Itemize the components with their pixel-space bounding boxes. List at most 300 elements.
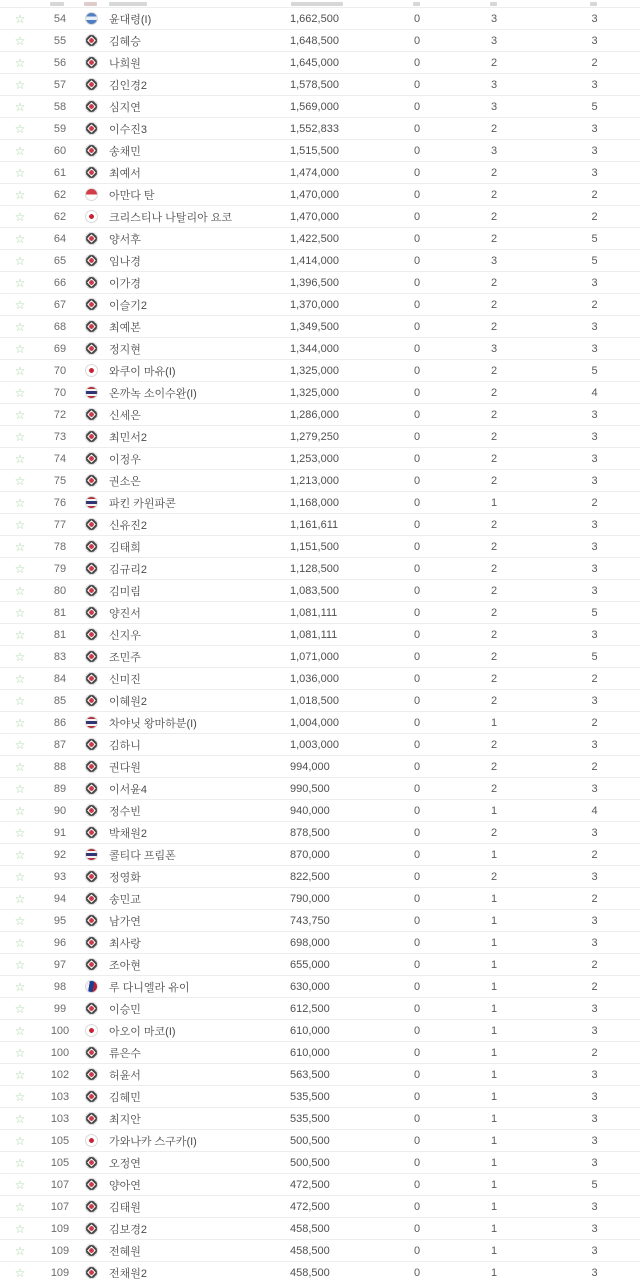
favorite-star-icon[interactable]: ☆ <box>14 121 26 136</box>
rank-cell: 66 <box>53 276 67 289</box>
player-name: 김미림 <box>109 585 141 598</box>
table-row[interactable] <box>0 888 640 910</box>
stat-col-2: 1 <box>490 1178 498 1191</box>
favorite-star-icon[interactable]: ☆ <box>14 649 26 664</box>
player-name: 콜티다 프림폰 <box>109 849 176 862</box>
table-row[interactable] <box>0 998 640 1020</box>
stat-col-2: 1 <box>490 1134 498 1147</box>
country-flag-icon <box>85 320 98 333</box>
rank-cell: 54 <box>53 12 67 25</box>
favorite-star-icon[interactable]: ☆ <box>14 297 26 312</box>
table-row[interactable] <box>0 800 640 822</box>
country-flag-icon <box>85 56 98 69</box>
stat-col-3: 3 <box>591 122 598 135</box>
player-name: 임나경 <box>109 255 141 268</box>
country-flag-icon <box>85 496 98 509</box>
table-row[interactable] <box>0 1196 640 1218</box>
player-name: 류은수 <box>109 1047 141 1060</box>
favorite-star-icon[interactable]: ☆ <box>14 1067 26 1082</box>
country-flag-icon <box>85 1200 98 1213</box>
stat-col-2: 2 <box>490 320 498 333</box>
favorite-star-icon[interactable]: ☆ <box>14 1001 26 1016</box>
rank-cell: 81 <box>53 606 67 619</box>
player-name: 이가경 <box>109 277 141 290</box>
stat-col-3: 3 <box>591 826 598 839</box>
prize-money: 1,151,500 <box>290 540 339 553</box>
favorite-star-icon[interactable]: ☆ <box>14 209 26 224</box>
player-name: 오정연 <box>109 1157 141 1170</box>
rank-cell: 92 <box>53 848 67 861</box>
prize-money: 1,081,111 <box>290 628 338 641</box>
country-flag-icon <box>85 672 98 685</box>
table-row-partial <box>0 0 640 8</box>
favorite-star-icon[interactable]: ☆ <box>14 1045 26 1060</box>
prize-money: 500,500 <box>290 1134 330 1147</box>
favorite-star-icon[interactable]: ☆ <box>14 77 26 92</box>
stat-col-1: 0 <box>413 1002 421 1015</box>
country-flag-icon <box>85 298 98 311</box>
table-row[interactable] <box>0 184 640 206</box>
table-row[interactable] <box>0 756 640 778</box>
stat-col-1: 0 <box>413 1178 421 1191</box>
favorite-star-icon[interactable]: ☆ <box>14 979 26 994</box>
table-row[interactable] <box>0 624 640 646</box>
favorite-star-icon[interactable]: ☆ <box>14 825 26 840</box>
player-name: 전채원2 <box>109 1267 147 1280</box>
prize-money: 870,000 <box>290 848 330 861</box>
stat-col-1: 0 <box>413 826 421 839</box>
stat-col-1: 0 <box>413 892 421 905</box>
stat-col-2: 3 <box>490 254 498 267</box>
stat-col-3: 2 <box>591 892 598 905</box>
stat-col-2: 2 <box>490 276 498 289</box>
player-name: 조민주 <box>109 651 141 664</box>
country-flag-icon <box>85 562 98 575</box>
player-name: 정영화 <box>109 871 141 884</box>
stat-col-3: 3 <box>591 628 598 641</box>
rank-cell: 89 <box>53 782 67 795</box>
table-row[interactable] <box>0 778 640 800</box>
stat-col-2: 2 <box>490 562 498 575</box>
table-row[interactable] <box>0 1086 640 1108</box>
rank-cell: 109 <box>50 1244 70 1257</box>
table-row[interactable] <box>0 162 640 184</box>
table-row[interactable] <box>0 866 640 888</box>
rank-cell: 93 <box>53 870 67 883</box>
stat-col-2: 1 <box>490 1112 498 1125</box>
stat-col-2: 3 <box>490 342 498 355</box>
country-flag-icon <box>85 738 98 751</box>
country-flag-icon <box>85 518 98 531</box>
favorite-star-icon[interactable]: ☆ <box>14 847 26 862</box>
table-row[interactable] <box>0 602 640 624</box>
table-row[interactable] <box>0 1174 640 1196</box>
table-row[interactable] <box>0 822 640 844</box>
table-row[interactable] <box>0 74 640 96</box>
prize-money: 878,500 <box>290 826 330 839</box>
table-row[interactable] <box>0 1262 640 1280</box>
favorite-star-icon[interactable]: ☆ <box>14 187 26 202</box>
favorite-star-icon[interactable]: ☆ <box>14 429 26 444</box>
stat-col-3: 3 <box>591 144 598 157</box>
table-row[interactable] <box>0 910 640 932</box>
stat-col-1: 0 <box>413 122 421 135</box>
stat-col-1: 0 <box>413 254 421 267</box>
table-row[interactable] <box>0 470 640 492</box>
favorite-star-icon[interactable]: ☆ <box>14 55 26 70</box>
rank-cell: 84 <box>53 672 67 685</box>
stat-col-2: 1 <box>490 1002 498 1015</box>
stat-col-3: 3 <box>591 12 598 25</box>
table-row[interactable] <box>0 646 640 668</box>
player-name: 양아연 <box>109 1179 141 1192</box>
stat-col-1: 0 <box>413 914 421 927</box>
player-name: 온까녹 소이수완(I) <box>109 387 197 400</box>
stat-col-3: 3 <box>591 540 598 553</box>
stat-col-2: 2 <box>490 298 498 311</box>
country-flag-icon <box>85 474 98 487</box>
favorite-star-icon[interactable]: ☆ <box>14 759 26 774</box>
favorite-star-icon[interactable]: ☆ <box>14 341 26 356</box>
table-row[interactable] <box>0 1218 640 1240</box>
player-name: 양진서 <box>109 607 141 620</box>
table-row[interactable] <box>0 844 640 866</box>
favorite-star-icon[interactable]: ☆ <box>14 407 26 422</box>
table-row[interactable] <box>0 580 640 602</box>
stat-col-3: 3 <box>591 1222 598 1235</box>
table-row[interactable] <box>0 338 640 360</box>
stat-col-1: 0 <box>413 738 421 751</box>
stat-col-3: 3 <box>591 1002 598 1015</box>
favorite-star-icon[interactable]: ☆ <box>14 11 26 26</box>
prize-money: 1,081,111 <box>290 606 338 619</box>
favorite-star-icon[interactable]: ☆ <box>14 1111 26 1126</box>
stat-col-1: 0 <box>413 1046 421 1059</box>
favorite-star-icon[interactable]: ☆ <box>14 605 26 620</box>
table-row[interactable] <box>0 558 640 580</box>
rank-cell: 78 <box>53 540 67 553</box>
country-flag-icon <box>85 12 98 25</box>
favorite-star-icon[interactable]: ☆ <box>14 957 26 972</box>
rank-cell: 109 <box>50 1266 70 1279</box>
favorite-star-icon[interactable]: ☆ <box>14 627 26 642</box>
player-name: 김하니 <box>109 739 141 752</box>
table-row[interactable] <box>0 932 640 954</box>
stat-col-3: 5 <box>591 232 598 245</box>
stat-col-2: 1 <box>490 914 498 927</box>
favorite-star-icon[interactable]: ☆ <box>14 561 26 576</box>
favorite-star-icon[interactable]: ☆ <box>14 231 26 246</box>
stat-col-1: 0 <box>413 782 421 795</box>
stat-col-3: 2 <box>591 980 598 993</box>
favorite-star-icon[interactable]: ☆ <box>14 693 26 708</box>
stat-col-1: 0 <box>413 430 421 443</box>
table-row[interactable] <box>0 360 640 382</box>
stat-col-3: 3 <box>591 430 598 443</box>
table-row[interactable] <box>0 1108 640 1130</box>
favorite-star-icon[interactable]: ☆ <box>14 99 26 114</box>
prize-money: 1,213,000 <box>290 474 339 487</box>
country-flag-icon <box>85 100 98 113</box>
country-flag-icon <box>85 1178 98 1191</box>
stat-col-1: 0 <box>413 980 421 993</box>
rank-cell: 94 <box>53 892 67 905</box>
table-row[interactable] <box>0 492 640 514</box>
rank-cell: 62 <box>53 188 67 201</box>
favorite-star-icon[interactable]: ☆ <box>14 671 26 686</box>
stat-col-3: 5 <box>591 606 598 619</box>
prize-money: 1,648,500 <box>290 34 339 47</box>
table-row[interactable] <box>0 668 640 690</box>
table-row[interactable] <box>0 448 640 470</box>
favorite-star-icon[interactable]: ☆ <box>14 1221 26 1236</box>
rank-cell: 87 <box>53 738 67 751</box>
stat-col-2: 1 <box>490 980 498 993</box>
stat-col-1: 0 <box>413 1090 421 1103</box>
favorite-star-icon[interactable]: ☆ <box>14 803 26 818</box>
favorite-star-icon[interactable]: ☆ <box>14 891 26 906</box>
stat-col-1: 0 <box>413 386 421 399</box>
stat-col-3: 2 <box>591 760 598 773</box>
favorite-star-icon[interactable]: ☆ <box>14 1089 26 1104</box>
favorite-star-icon[interactable]: ☆ <box>14 913 26 928</box>
prize-money: 535,500 <box>290 1090 330 1103</box>
stat-col-3: 5 <box>591 1178 598 1191</box>
table-row[interactable] <box>0 96 640 118</box>
stat-col-3: 3 <box>591 408 598 421</box>
stat-col-3: 3 <box>591 782 598 795</box>
country-flag-icon <box>85 386 98 399</box>
stat-col-1: 0 <box>413 320 421 333</box>
favorite-star-icon[interactable]: ☆ <box>14 781 26 796</box>
favorite-star-icon[interactable]: ☆ <box>14 869 26 884</box>
table-row[interactable] <box>0 712 640 734</box>
player-name: 루 다니엘라 유이 <box>109 981 190 994</box>
favorite-star-icon[interactable]: ☆ <box>14 275 26 290</box>
player-name: 이슬기2 <box>109 299 147 312</box>
table-row[interactable] <box>0 118 640 140</box>
rank-cell: 62 <box>53 210 67 223</box>
favorite-star-icon[interactable]: ☆ <box>14 1133 26 1148</box>
rank-cell: 105 <box>50 1134 70 1147</box>
favorite-star-icon[interactable]: ☆ <box>14 253 26 268</box>
table-row[interactable] <box>0 250 640 272</box>
country-flag-icon <box>85 1046 98 1059</box>
table-row[interactable] <box>0 272 640 294</box>
country-flag-icon <box>85 760 98 773</box>
stat-col-1: 0 <box>413 166 421 179</box>
player-name: 김보경2 <box>109 1223 147 1236</box>
stat-col-1: 0 <box>413 672 421 685</box>
rank-cell: 60 <box>53 144 67 157</box>
table-row[interactable] <box>0 514 640 536</box>
prize-money: 500,500 <box>290 1156 330 1169</box>
rank-cell: 100 <box>50 1046 70 1059</box>
table-row[interactable] <box>0 8 640 30</box>
prize-money: 994,000 <box>290 760 330 773</box>
stat-col-2: 1 <box>490 1222 498 1235</box>
table-row[interactable] <box>0 1130 640 1152</box>
table-row[interactable] <box>0 1042 640 1064</box>
stat-col-3: 5 <box>591 650 598 663</box>
stat-col-1: 0 <box>413 276 421 289</box>
prize-money: 655,000 <box>290 958 330 971</box>
stat-col-2: 1 <box>490 958 498 971</box>
table-row[interactable] <box>0 140 640 162</box>
table-row[interactable] <box>0 690 640 712</box>
stat-col-1: 0 <box>413 100 421 113</box>
table-row[interactable] <box>0 734 640 756</box>
favorite-star-icon[interactable]: ☆ <box>14 715 26 730</box>
table-row[interactable] <box>0 1240 640 1262</box>
table-row[interactable] <box>0 426 640 448</box>
favorite-star-icon[interactable]: ☆ <box>14 583 26 598</box>
stat-col-3: 5 <box>591 254 598 267</box>
stat-col-1: 0 <box>413 1200 421 1213</box>
rank-cell: 57 <box>53 78 67 91</box>
stat-col-1: 0 <box>413 870 421 883</box>
table-row[interactable] <box>0 316 640 338</box>
stat-col-3: 4 <box>591 804 598 817</box>
player-name: 조아현 <box>109 959 141 972</box>
prize-money: 1,325,000 <box>290 386 339 399</box>
stat-col-1: 0 <box>413 474 421 487</box>
stat-col-3: 2 <box>591 298 598 311</box>
prize-money: 1,168,000 <box>290 496 339 509</box>
rank-cell: 70 <box>53 386 67 399</box>
favorite-star-icon[interactable]: ☆ <box>14 1265 26 1280</box>
rank-cell: 109 <box>50 1222 70 1235</box>
prize-money: 1,018,500 <box>290 694 339 707</box>
table-row[interactable] <box>0 536 640 558</box>
rank-cell: 103 <box>50 1090 70 1103</box>
rank-cell: 97 <box>53 958 67 971</box>
favorite-star-icon[interactable]: ☆ <box>14 319 26 334</box>
player-name: 김혜승 <box>109 35 141 48</box>
table-row[interactable] <box>0 404 640 426</box>
prize-money: 822,500 <box>290 870 330 883</box>
rank-cell: 70 <box>53 364 67 377</box>
player-name: 아만다 탄 <box>109 189 155 202</box>
table-row[interactable] <box>0 1152 640 1174</box>
favorite-star-icon[interactable]: ☆ <box>14 1155 26 1170</box>
favorite-star-icon[interactable]: ☆ <box>14 539 26 554</box>
favorite-star-icon[interactable]: ☆ <box>14 33 26 48</box>
stat-col-1: 0 <box>413 56 421 69</box>
stat-col-1: 0 <box>413 188 421 201</box>
player-name: 신미진 <box>109 673 141 686</box>
stat-col-2: 2 <box>490 826 498 839</box>
favorite-star-icon[interactable]: ☆ <box>14 363 26 378</box>
rank-cell: 64 <box>53 232 67 245</box>
stat-col-1: 0 <box>413 584 421 597</box>
stat-col-2: 2 <box>490 650 498 663</box>
stat-col-3: 2 <box>591 56 598 69</box>
stat-col-3: 3 <box>591 1112 598 1125</box>
rank-cell: 65 <box>53 254 67 267</box>
stat-col-1: 0 <box>413 364 421 377</box>
table-row[interactable] <box>0 294 640 316</box>
player-name: 이서윤4 <box>109 783 147 796</box>
favorite-star-icon[interactable]: ☆ <box>14 1243 26 1258</box>
prize-money: 458,500 <box>290 1244 330 1257</box>
table-row[interactable] <box>0 52 640 74</box>
favorite-star-icon[interactable]: ☆ <box>14 1177 26 1192</box>
favorite-star-icon[interactable]: ☆ <box>14 495 26 510</box>
prize-money: 1,370,000 <box>290 298 339 311</box>
country-flag-icon <box>85 716 98 729</box>
prize-money: 612,500 <box>290 1002 330 1015</box>
table-row[interactable] <box>0 206 640 228</box>
favorite-star-icon[interactable]: ☆ <box>14 935 26 950</box>
stat-col-2: 1 <box>490 848 498 861</box>
country-flag-icon <box>85 914 98 927</box>
stat-col-2: 3 <box>490 144 498 157</box>
rank-cell: 81 <box>53 628 67 641</box>
stat-col-2: 3 <box>490 34 498 47</box>
favorite-star-icon[interactable]: ☆ <box>14 473 26 488</box>
table-row[interactable] <box>0 228 640 250</box>
country-flag-icon <box>85 804 98 817</box>
stat-col-1: 0 <box>413 78 421 91</box>
stat-col-3: 3 <box>591 870 598 883</box>
stat-col-1: 0 <box>413 144 421 157</box>
table-row[interactable] <box>0 976 640 998</box>
rank-cell: 96 <box>53 936 67 949</box>
stat-col-1: 0 <box>413 694 421 707</box>
stat-col-3: 2 <box>591 1046 598 1059</box>
country-flag-icon <box>85 342 98 355</box>
stat-col-2: 2 <box>490 672 498 685</box>
rank-cell: 102 <box>50 1068 70 1081</box>
stat-col-2: 1 <box>490 1024 498 1037</box>
favorite-star-icon[interactable]: ☆ <box>14 1199 26 1214</box>
favorite-star-icon[interactable]: ☆ <box>14 143 26 158</box>
favorite-star-icon[interactable]: ☆ <box>14 451 26 466</box>
stat-col-1: 0 <box>413 1266 421 1279</box>
table-row[interactable] <box>0 954 640 976</box>
favorite-star-icon[interactable]: ☆ <box>14 1023 26 1038</box>
stat-col-2: 2 <box>490 452 498 465</box>
table-row[interactable] <box>0 30 640 52</box>
player-name: 허윤서 <box>109 1069 141 1082</box>
favorite-star-icon[interactable]: ☆ <box>14 385 26 400</box>
table-row[interactable] <box>0 382 640 404</box>
stat-col-1: 0 <box>413 298 421 311</box>
stat-col-2: 2 <box>490 584 498 597</box>
stat-col-3: 2 <box>591 958 598 971</box>
country-flag-icon <box>85 430 98 443</box>
country-flag-icon <box>85 1068 98 1081</box>
favorite-star-icon[interactable]: ☆ <box>14 517 26 532</box>
rank-cell: 95 <box>53 914 67 927</box>
table-row[interactable] <box>0 1064 640 1086</box>
stat-col-2: 2 <box>490 364 498 377</box>
prize-money: 1,645,000 <box>290 56 339 69</box>
country-flag-icon <box>85 1222 98 1235</box>
rank-cell: 80 <box>53 584 67 597</box>
rank-cell: 67 <box>53 298 67 311</box>
favorite-star-icon[interactable]: ☆ <box>14 165 26 180</box>
stat-col-3: 3 <box>591 474 598 487</box>
rank-cell: 100 <box>50 1024 70 1037</box>
stat-col-3: 3 <box>591 694 598 707</box>
prize-money: 630,000 <box>290 980 330 993</box>
table-row[interactable] <box>0 1020 640 1042</box>
prize-money: 698,000 <box>290 936 330 949</box>
favorite-star-icon[interactable]: ☆ <box>14 737 26 752</box>
stat-col-2: 3 <box>490 100 498 113</box>
